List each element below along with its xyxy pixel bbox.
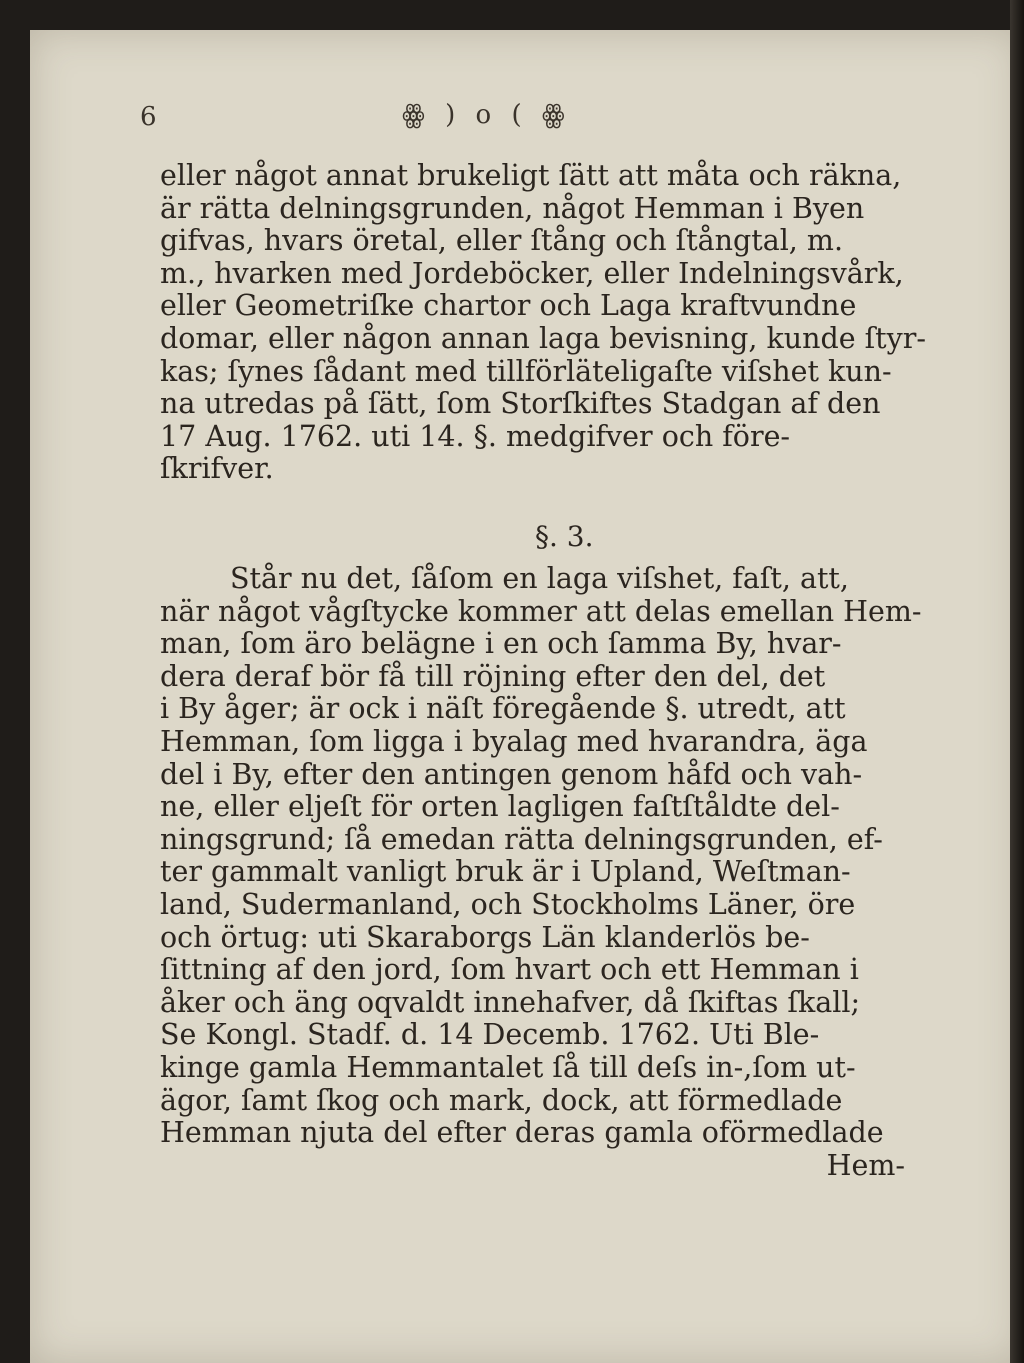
text-line: Hemman, ſom ligga i byalag med hvarandra, äga: [160, 724, 868, 758]
text-line: domar, eller någon annan laga bevisning, kunde ſtyr-: [160, 321, 926, 355]
text-line: 17 Aug. 1762. uti 14. §. medgifver och före-: [160, 419, 791, 453]
text-line: del i By, efter den antingen genom håfd och vah-: [160, 757, 863, 791]
text-line: ningsgrund; ſå emedan rätta delningsgrunden, ef-: [160, 822, 883, 856]
text-line: gifvas, hvars öretal, eller ſtång och ſtångtal, m.: [160, 224, 844, 258]
text-line: i By åger; är ock i näſt föregående §. utredt, att: [160, 692, 846, 726]
paragraph-2: [160, 562, 922, 1182]
text-line: man, ſom äro belägne i en och ſamma By, hvar-: [160, 627, 842, 661]
text-line: m., hvarken med Jordeböcker, eller Indelningsvårk,: [160, 256, 904, 290]
text-line: när något vågſtycke kommer att delas emellan Hem-: [160, 594, 922, 628]
text-line: dera deraf bör få till röjning efter den del, det: [160, 659, 826, 693]
text-line: ſkrifver.: [160, 452, 274, 486]
catchword: Hem-: [826, 1148, 905, 1182]
text-line: åker och äng oqvaldt innehafver, då ſkiftas ſkall;: [160, 985, 861, 1019]
text-line: ter gammalt vanligt bruk är i Upland, Weſtman-: [160, 855, 851, 889]
text-line: ägor, ſamt ſkog och mark, dock, att förmedlade: [160, 1083, 843, 1117]
text-line: är rätta delningsgrunden, något Hemman i Byen: [160, 191, 865, 225]
text-line: ne, eller eljeſt för orten lagligen faſtſtåldte del-: [160, 790, 840, 824]
text-line: ſittning af den jord, ſom hvart och ett Hemman i: [160, 953, 859, 987]
text-line: kinge gamla Hemmantalet ſå till deſs in-,ſom ut-: [160, 1050, 856, 1084]
text-line: Se Kongl. Stadf. d. 14 Decemb. 1762. Uti Ble-: [160, 1018, 820, 1052]
text-line: na utredas på ſätt, ſom Storſkiftes Stadgan af den: [160, 387, 881, 421]
text-line: kas; ſynes ſådant med tillförläteligaſte viſshet kun-: [160, 354, 892, 388]
text-line: eller Geometriſke chartor och Laga kraftvundne: [160, 289, 857, 323]
text-line: Hemman njuta del efter deras gamla oförmedlade: [160, 1116, 884, 1150]
text-line: land, Sudermanland, och Stockholms Läner, öre: [160, 887, 856, 921]
paragraph-1: [160, 159, 926, 486]
text-line: och örtug: uti Skaraborgs Län klanderlös be-: [160, 920, 810, 954]
page-edge: [1010, 0, 1024, 1363]
text-line: Står nu det, ſåſom en laga viſshet, faſt, att,: [230, 562, 849, 595]
header-ornament: ꙮ ) o ( ꙮ: [402, 100, 571, 130]
page-number: 6: [140, 102, 157, 132]
text-line: eller något annat brukeligt ſätt att måta och räkna,: [160, 159, 902, 192]
running-header: [140, 100, 900, 140]
section-heading: §. 3.: [535, 520, 594, 553]
